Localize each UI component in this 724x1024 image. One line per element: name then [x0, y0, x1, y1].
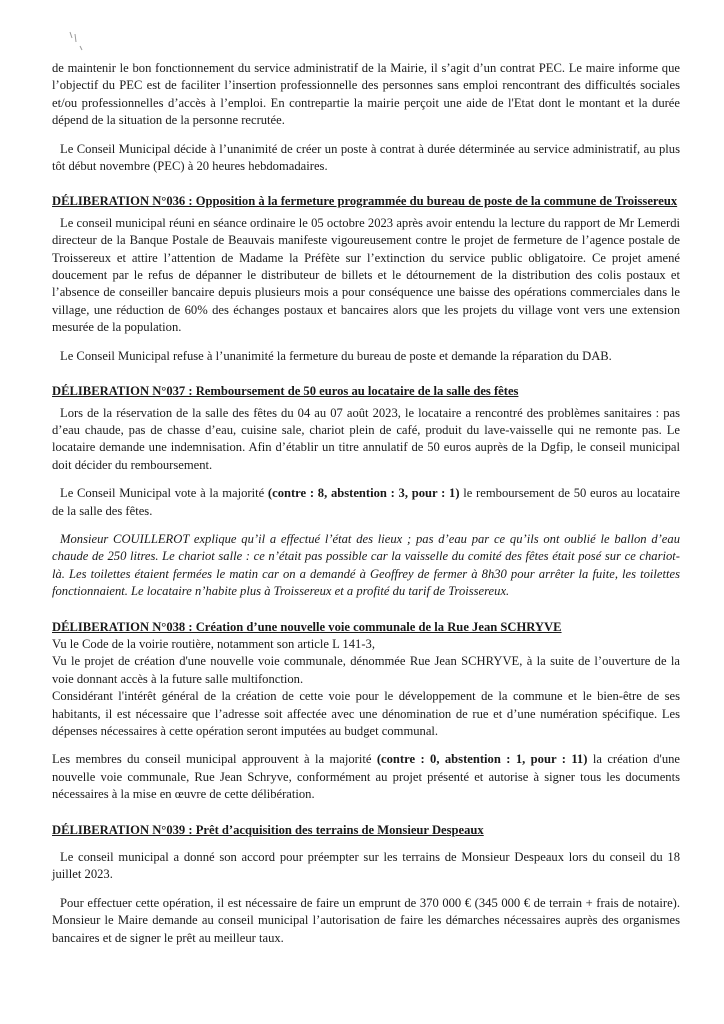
vote-count: (contre : 8, abstention : 3, pour : 1)	[267, 486, 460, 501]
section-paragraph: Le conseil municipal a donné son accord pour préempter sur les terrains de Monsieur Despeaux lors du conseil du 18 juillet 2023.	[52, 850, 680, 882]
section-paragraph-2: Pour effectuer cette opération, il est nécessaire de faire un emprunt de 370 000 € (345 000 € de terrain + frais de notaire). Monsieur le Maire demande au conseil municipal l’autorisation de faire les démarches nécessaires auprès des organismes bancaires et de signer le prêt au meilleur taux.	[52, 895, 680, 945]
intro-paragraph-2: Le Conseil Municipal décide à l’unanimité de créer un poste à contrat à durée déterminée au service administratif, au plus tôt début novembre (PEC) à 20 heures hebdomadaires.	[52, 141, 680, 174]
scan-mark	[64, 28, 90, 54]
vote-text-end: le remboursement de 50 euros au locataire de la salle des fêtes.	[52, 486, 680, 518]
section-paragraph: Le conseil municipal réuni en séance ordinaire le 05 octobre 2023 après avoir entendu la lecture du rapport de Mr Lemerdi directeur de la Banque Postale de Beauvais manifeste vigoureusement contre le projet de fermeture de l’agence postale de Troissereux et attire l’attention de Madame la Préfète sur l’extinction du service public obligatoire. Ce projet amené doucement par le refus de dépanner le distributeur de billets et le détournement de la distribution des colis postaux et l’absence de conseiller bancaire depuis plusieurs mois a pour conséquence une baisse des opérations commerciales dans le village, une réduction de 60% des échanges postaux et bancaires alors que les projets du village vont vers une extension mesurée de la population.	[52, 215, 680, 335]
vote-text: Le Conseil Municipal vote à la majorité	[60, 486, 268, 501]
section-vote	[52, 751, 680, 803]
section-line-1: Vu le Code de la voirie routière, notamment son article L 141-3,	[52, 636, 375, 651]
intro-paragraph-1: de maintenir le bon fonctionnement du service administratif de la Mairie, il s’agit d’un contrat PEC. Le maire informe que l’objectif du PEC est de faciliter l’insertion professionnelle des personnes sans emploi rencontrant des difficultés sociales et/ou professionnelles d’accès à l’emploi. En contrepartie la mairie perçoit une aide de l'Etat dont le montant et la durée dépend de la situation de la personne recrutée.	[52, 61, 680, 128]
section-comment: Monsieur COUILLEROT explique qu’il a effectué l’état des lieux ; pas d’eau par ce qu’ils ont oublié le ballon d’eau chaude de 250 litres. Le chariot salle : ce n’était pas possible car la vaisselle du comité des fêtes était posé sur ce chariot-là. Les toilettes étaient fermées le matin car on a demandé à Geoffrey de fermer à 8h30 pour arrêter la fuite, les toilettes fonctionnaient. Le locataire n’habite plus à Troissereux et a profité du tarif de Troissereux.	[52, 531, 680, 599]
section-title: DÉLIBERATION N°036 : Opposition à la fermeture programmée du bureau de poste de la commune de Troissereux	[52, 194, 678, 209]
document-page	[52, 60, 680, 947]
section-d036	[52, 193, 680, 365]
vote-count: (contre : 0, abstention : 1, pour : 11)	[376, 752, 588, 767]
section-d037	[52, 383, 680, 600]
section-line-3: Considérant l'intérêt général de la création de cette voie pour le développement de la commune et le bien-être de ses habitants, il est nécessaire que l’adresse soit affectée avec une dénomination de rue et d’une numération spécifique. Les dépenses nécessaires à cette opération seront imputées au budget communal.	[52, 689, 680, 738]
vote-text: Les membres du conseil municipal approuvent à la majorité	[52, 752, 377, 767]
section-decision: Le Conseil Municipal refuse à l’unanimité la fermeture du bureau de poste et demande la réparation du DAB.	[60, 348, 612, 363]
vote-text-end: la création d'une nouvelle voie communale, Rue Jean Schryve, conformément au projet présenté et autorise à signer tous les documents nécessaires à la mise en œuvre de cette délibération.	[52, 752, 681, 802]
section-title: DÉLIBERATION N°038 : Création d’une nouvelle voie communale de la Rue Jean SCHRYVE	[52, 619, 562, 634]
section-d038	[52, 619, 680, 804]
section-d039	[52, 822, 680, 947]
section-title: DÉLIBERATION N°039 : Prêt d’acquisition des terrains de Monsieur Despeaux	[52, 822, 484, 837]
section-vote	[52, 485, 680, 520]
section-line-2: Vu le projet de création d'une nouvelle voie communale, dénommée Rue Jean SCHRYVE, à la suite de l’ouverture de la voie donnant accès à la future salle multifonction.	[52, 654, 680, 686]
section-title: DÉLIBERATION N°037 : Remboursement de 50 euros au locataire de la salle des fêtes	[52, 384, 519, 399]
section-paragraph: Lors de la réservation de la salle des fêtes du 04 au 07 août 2023, le locataire a rencontré des problèmes sanitaires : pas d’eau chaude, pas de chasse d’eau, cuisine sale, chariot plein de café, produit du lave-vaisselle qui ne remonte pas. Le locataire demande une indemnisation. Afin d’établir un titre annulatif de 50 euros auprès de la Dgfip, le conseil municipal doit décider du remboursement.	[52, 405, 680, 472]
